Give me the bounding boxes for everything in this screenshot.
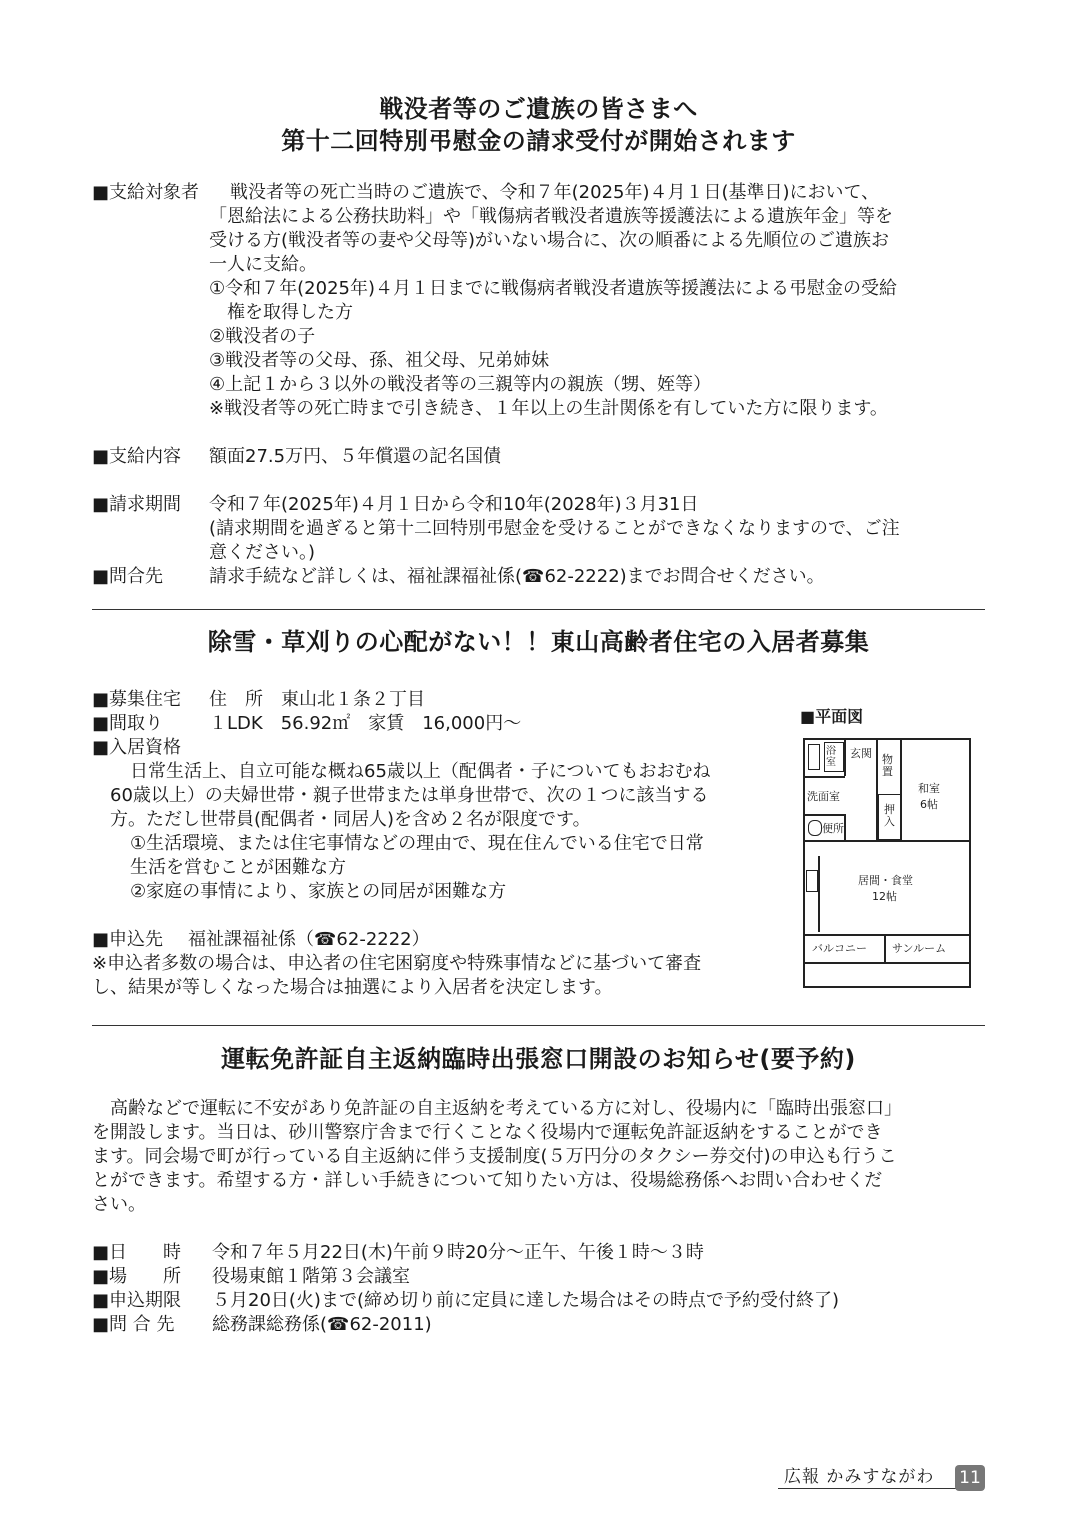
contact-text: 請求手続など詳しくは、福祉課福祉係(☎62-2222)までお問合せください。 bbox=[209, 566, 825, 587]
wall bbox=[805, 840, 971, 842]
sunroom-label: サンルーム bbox=[892, 942, 947, 955]
section1-title-line2: 第十二回特別弔慰金の請求受付が開始されます bbox=[281, 127, 796, 155]
divider bbox=[92, 609, 985, 610]
section3-title: 運転免許証自主返納臨時出張窓口開設のお知らせ(要予約) bbox=[221, 1045, 856, 1073]
qualification-line: 日常生活上、自立可能な概ね65歳以上（配偶者・子についてもおおむね bbox=[130, 761, 711, 782]
layout-text: １LDK 56.92㎡ 家賃 16,000円～ bbox=[209, 713, 522, 734]
content-text: 額面27.5万円、５年償還の記名国債 bbox=[209, 446, 502, 467]
eligibility-line: ④上記１から３以外の戦没者等の三親等内の親族（甥、姪等） bbox=[209, 374, 712, 395]
washroom-label: 洗面室 bbox=[807, 790, 840, 803]
wall bbox=[805, 962, 971, 964]
lottery-note bbox=[92, 952, 701, 1000]
entrance-label: 玄関 bbox=[850, 747, 872, 760]
period-label: ■ 請求期間 bbox=[92, 493, 181, 517]
deadline-label: ■ 申込期限 bbox=[92, 1289, 181, 1313]
divider bbox=[92, 1025, 985, 1026]
body-line: 高齢などで運転に不安があり免許証の自主返納を考えている方に対し、役場内に「臨時出張窓口」 bbox=[92, 1098, 902, 1119]
bath-label: 浴室 bbox=[826, 746, 836, 768]
qualification-line: 60歳以上）の夫婦世帯・親子世帯または単身世帯で、次の１つに該当する bbox=[110, 785, 709, 806]
eligibility-line: 一人に支給。 bbox=[209, 254, 317, 275]
body-line: ます。同会場で町が行っている自主返納に伴う支援制度(５万円分のタクシー券交付)の申込も行うこ bbox=[92, 1146, 897, 1167]
period-line: 意ください。) bbox=[209, 542, 316, 563]
apply-label: ■ 申込先 bbox=[92, 928, 163, 952]
date-label: ■ 日 時 bbox=[92, 1241, 181, 1265]
page-number: 11 bbox=[955, 1465, 985, 1491]
eligibility-label: ■ 支給対象者 bbox=[92, 181, 199, 205]
toilet-icon bbox=[808, 820, 822, 836]
wall bbox=[805, 814, 845, 816]
date-text: 令和７年５月22日(木)午前９時20分～正午、午後１時～３時 bbox=[212, 1242, 704, 1263]
footer-underline bbox=[778, 1488, 956, 1489]
floor-plan bbox=[800, 706, 976, 991]
body-line: とができます。希望する方・詳しい手続きについて知りたい方は、役場総務係へお問い合わせくだ bbox=[92, 1170, 883, 1191]
eligibility-line: ②戦没者の子 bbox=[209, 326, 316, 347]
section1-title-line1: 戦没者等のご遺族の皆さまへ bbox=[379, 95, 698, 123]
japanese-room-size: 6帖 bbox=[920, 798, 938, 811]
floor-plan-title: ■ 平面図 bbox=[800, 706, 863, 728]
qualification-line: 生活を営むことが困難な方 bbox=[130, 857, 346, 878]
bathtub-shape bbox=[808, 744, 820, 770]
wall bbox=[805, 776, 845, 778]
wall bbox=[818, 856, 820, 932]
eligibility-line: 権を取得した方 bbox=[209, 302, 353, 323]
section3-contact-text: 総務課総務係(☎62-2011) bbox=[212, 1314, 432, 1335]
eligibility-line: 「恩給法による公務扶助料」や「戦傷病者戦没者遺族等援護法による遺族年金」等を bbox=[209, 206, 893, 227]
housing-label: ■ 募集住宅 bbox=[92, 688, 181, 712]
balcony-label: バルコニー bbox=[812, 942, 867, 955]
period-line: (請求期間を過ぎると第十二回特別弔慰金を受けることができなくなりますので、ご注 bbox=[209, 518, 900, 539]
deadline-text: ５月20日(火)まで(締め切り前に定員に達した場合はその時点で予約受付終了) bbox=[212, 1290, 839, 1311]
body-line: を開設します。当日は、砂川警察庁舎まで行くことなく役場内で運転免許証返納をすることができ bbox=[92, 1122, 883, 1143]
eligibility-line: 戦没者等の死亡当時のご遺族で、令和７年(2025年)４月１日(基準日)において、 bbox=[230, 182, 880, 203]
wall bbox=[844, 740, 846, 776]
qualification-line: ②家庭の事情により、家族との同居が困難な方 bbox=[130, 881, 507, 902]
note-line: し、結果が等しくなった場合は抽選により入居者を決定します。 bbox=[92, 977, 613, 998]
wall bbox=[884, 934, 886, 962]
closet-label: 押入 bbox=[884, 803, 895, 828]
period-text bbox=[209, 493, 900, 565]
section3-body bbox=[92, 1097, 902, 1217]
eligibility-line: 受ける方(戦没者等の妻や父母等)がいない場合に、次の順番による先順位のご遺族お bbox=[209, 230, 890, 251]
period-line: 令和７年(2025年)４月１日から令和10年(2028年)３月31日 bbox=[209, 494, 699, 515]
fridge-shape bbox=[806, 870, 818, 892]
note-line: ※申込者多数の場合は、申込者の住宅困窮度や特殊事情などに基づいて審査 bbox=[92, 953, 702, 974]
content-label: ■ 支給内容 bbox=[92, 445, 181, 469]
qualification-text bbox=[110, 760, 711, 904]
layout-label: ■ 間取り bbox=[92, 712, 163, 736]
qualification-label: ■ 入居資格 bbox=[92, 736, 181, 760]
living-size: 12帖 bbox=[872, 890, 897, 903]
housing-text: 住 所 東山北１条２丁目 bbox=[209, 689, 425, 710]
qualification-line: ①生活環境、または住宅事情などの理由で、現在住んでいる住宅で日常 bbox=[130, 833, 704, 854]
living-label: 居間・食堂 bbox=[858, 874, 913, 887]
eligibility-line: ③戦没者等の父母、孫、祖父母、兄弟姉妹 bbox=[209, 350, 550, 371]
qualification-line: 方。ただし世帯員(配偶者・同居人)を含め２名が限度です。 bbox=[110, 809, 591, 830]
place-text: 役場東館１階第３会議室 bbox=[212, 1266, 410, 1287]
eligibility-line: ※戦没者等の死亡時まで引き続き、１年以上の生計関係を有していた方に限ります。 bbox=[209, 398, 888, 419]
contact-label: ■ 問合先 bbox=[92, 565, 163, 589]
toilet-label: 便所 bbox=[822, 822, 844, 835]
eligibility-text bbox=[209, 181, 897, 421]
storage-label: 物置 bbox=[882, 753, 893, 778]
section3-contact-label: ■ 問 合 先 bbox=[92, 1313, 174, 1337]
place-label: ■ 場 所 bbox=[92, 1265, 181, 1289]
wall bbox=[844, 814, 846, 842]
japanese-room-label: 和室 bbox=[918, 782, 940, 795]
body-line: さい。 bbox=[92, 1194, 146, 1215]
apply-text: 福祉課福祉係（☎62-2222） bbox=[188, 929, 430, 950]
footer-label: 広報 かみすながわ bbox=[784, 1467, 935, 1487]
wall bbox=[805, 934, 971, 936]
eligibility-line: ①令和７年(2025年)４月１日までに戦傷病者戦没者遺族等援護法による弔慰金の受給 bbox=[209, 278, 897, 299]
section2-title: 除雪・草刈りの心配がない！！東山高齢者住宅の入居者募集 bbox=[207, 628, 870, 656]
